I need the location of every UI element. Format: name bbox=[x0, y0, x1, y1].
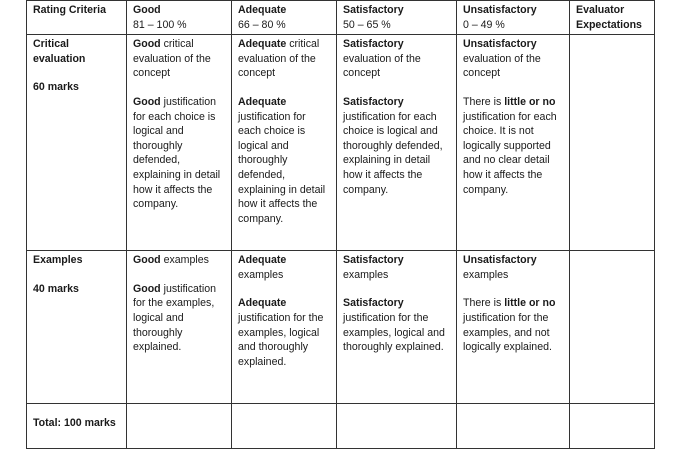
header-rating-criteria: Rating Criteria bbox=[27, 1, 127, 35]
header-good bbox=[127, 1, 232, 35]
total-good-cell bbox=[127, 404, 232, 449]
critical-evaluation-row bbox=[27, 35, 655, 251]
total-marks-cell bbox=[27, 404, 127, 449]
header-unsatisfactory-range: 0 – 49 % bbox=[463, 18, 505, 31]
critical-evaluator-cell bbox=[570, 35, 655, 251]
examples-satisfactory-cell: Satisfactory examples Satisfactory justification for the examples, logical and thoroughly explained. bbox=[337, 251, 457, 404]
examples-evaluator-cell bbox=[570, 251, 655, 404]
critical-satisfactory-cell: Satisfactory evaluation of the concept Satisfactory justification for each choice is logical and thoroughly defended, explaining in detail how it affects the company. bbox=[337, 35, 457, 251]
examples-marks: 40 marks bbox=[33, 282, 79, 295]
examples-row bbox=[27, 251, 655, 404]
rating-rubric-table bbox=[26, 0, 655, 449]
critical-adequate-cell: Adequate critical evaluation of the concept Adequate justification for each choice is logical and thoroughly defended, explaining in detail how it affects the company. bbox=[232, 35, 337, 251]
total-marks-label: Total: 100 marks bbox=[33, 417, 116, 430]
total-unsatisfactory-cell bbox=[457, 404, 570, 449]
critical-evaluation-marks: 60 marks bbox=[33, 81, 79, 94]
critical-evaluation-title: Critical evaluation bbox=[33, 38, 86, 65]
header-evaluator-expectations: Evaluator Expectations bbox=[570, 1, 655, 35]
critical-good-cell: Good critical evaluation of the concept Good justification for each choice is logical and thoroughly defended, explaining in detail how it affects the company. bbox=[127, 35, 232, 251]
header-adequate bbox=[232, 1, 337, 35]
examples-criteria bbox=[27, 251, 127, 404]
critical-evaluation-criteria bbox=[27, 35, 127, 251]
header-satisfactory-label: Satisfactory bbox=[343, 4, 404, 16]
total-satisfactory-cell bbox=[337, 404, 457, 449]
header-adequate-label: Adequate bbox=[238, 4, 287, 16]
header-adequate-range: 66 – 80 % bbox=[238, 18, 286, 31]
header-satisfactory bbox=[337, 1, 457, 35]
total-evaluator-cell bbox=[570, 404, 655, 449]
critical-unsatisfactory-cell: Unsatisfactory evaluation of the concept There is little or no justification for each choice. It is not logically supported and no clear detail how it affects the company. bbox=[457, 35, 570, 251]
examples-unsatisfactory-cell: Unsatisfactory examples There is little or no justification for the examples, and not logically explained. bbox=[457, 251, 570, 404]
header-satisfactory-range: 50 – 65 % bbox=[343, 18, 391, 31]
examples-title: Examples bbox=[33, 254, 83, 267]
header-row bbox=[27, 1, 655, 35]
header-good-range: 81 – 100 % bbox=[133, 18, 187, 31]
header-unsatisfactory bbox=[457, 1, 570, 35]
examples-good-cell: Good examples Good justification for the examples, logical and thoroughly explained. bbox=[127, 251, 232, 404]
header-unsatisfactory-label: Unsatisfactory bbox=[463, 4, 537, 16]
header-good-label: Good bbox=[133, 4, 161, 16]
total-row bbox=[27, 404, 655, 449]
total-adequate-cell bbox=[232, 404, 337, 449]
examples-adequate-cell: Adequate examples Adequate justification for the examples, logical and thoroughly explained. bbox=[232, 251, 337, 404]
